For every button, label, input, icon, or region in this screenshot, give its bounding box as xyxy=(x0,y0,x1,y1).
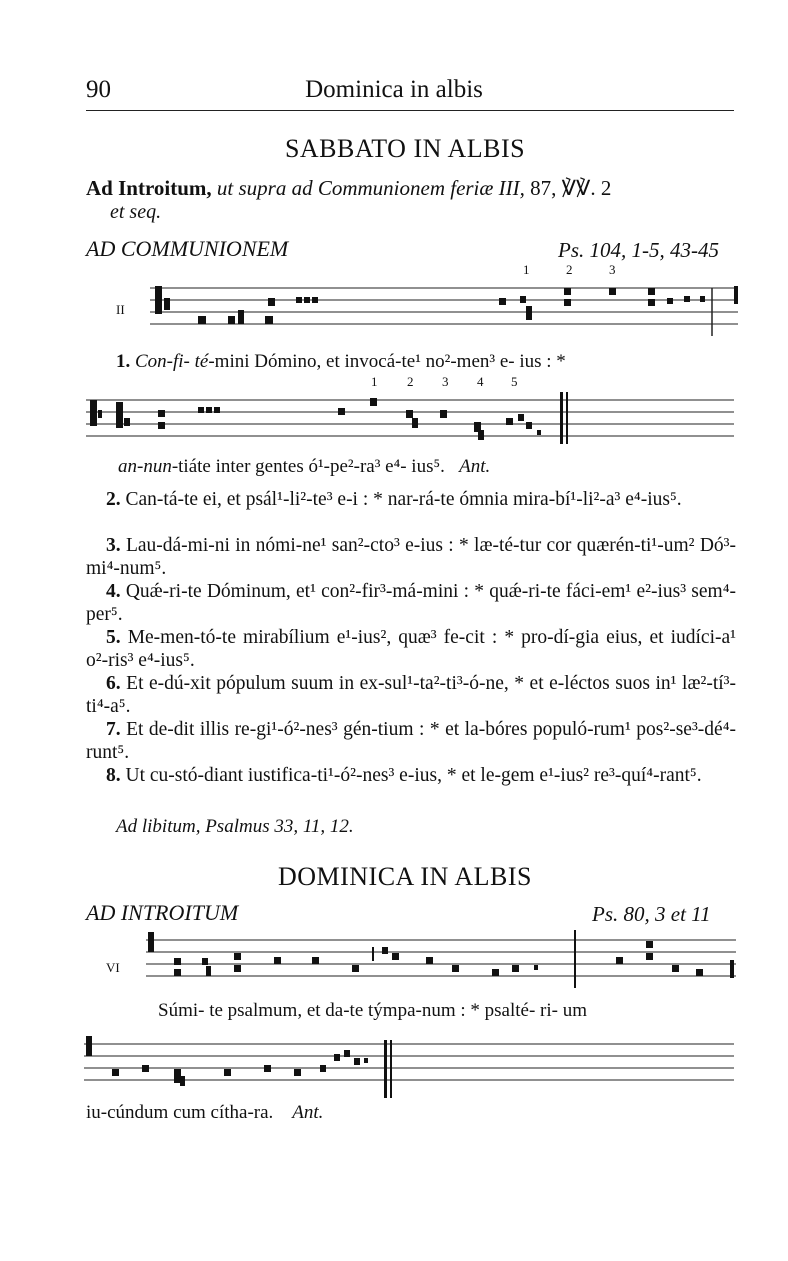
introit-ref-italic: ut supra ad Communionem feriæ III, xyxy=(216,176,525,200)
chant-line-2-text: -tiáte inter gentes ó¹-pe²-ra³ e⁴- ius⁵. xyxy=(171,456,445,477)
mode-label: II xyxy=(116,302,125,317)
verse-text: Quǽ-ri-te Dóminum, et¹ con²-fir³-má-mini : * quǽ-ri-te fáci-em¹ e²-ius³ sem⁴-per⁵. xyxy=(86,581,736,625)
chant-line-1 xyxy=(116,351,566,373)
mode-label: VI xyxy=(106,960,120,975)
introit-line-2-text: iu-cúndum cum cítha-ra. xyxy=(86,1102,274,1123)
chant-line-1-italic: Con-fi- té xyxy=(135,351,209,372)
communion-source: Ps. 104, 1-5, 43-45 xyxy=(558,238,719,262)
psalm-verse xyxy=(86,580,736,626)
accent-number: 1 xyxy=(523,262,530,277)
header-rule xyxy=(86,110,734,111)
introit-ref-line2: et seq. xyxy=(110,201,162,223)
psalm-verse xyxy=(86,764,736,787)
verse-number: 2. xyxy=(106,489,121,510)
verse-text: Me-men-tó-te mirabílium e¹-ius², quæ³ fe-cit : * pro-dí-gia eius, et iudíci-a¹ o²-ris³ e⁴-ius⁵. xyxy=(86,627,737,671)
verse-number: 4. xyxy=(106,581,121,602)
introit-ref-bold: Ad Introitum, xyxy=(86,176,212,200)
verse-text: Et e-dú-xit pópulum suum in ex-sul¹-ta²-ti³-ó-ne, * et e-léctos suos in¹ læ²-tí³-ti⁴-a⁵. xyxy=(86,673,736,717)
introit-ref-tail: 87, ℣℣. 2 xyxy=(530,176,612,200)
introit-reference xyxy=(86,176,611,201)
verse-number: 3. xyxy=(106,535,121,556)
verse-number: 7. xyxy=(106,719,121,740)
antiphon-marker: Ant. xyxy=(292,1102,324,1123)
running-title: Dominica in albis xyxy=(305,76,483,103)
verse-text: Can-tá-te ei, et psál¹-li²-te³ e-i : * nar-rá-te ómnia mira-bí¹-li²-a³ e⁴-ius⁵. xyxy=(125,489,682,510)
verse-number: 8. xyxy=(106,765,121,786)
psalm-verse xyxy=(86,534,736,580)
ad-libitum-note: Ad libitum, Psalmus 33, 11, 12. xyxy=(116,816,354,837)
psalm-verse xyxy=(86,488,736,511)
introit-line-1: Súmi- te psalmum, et da-te týmpa-num : * psalté- ri- um xyxy=(158,1000,587,1021)
chant-staff-3 xyxy=(146,928,738,992)
chant-staff-1 xyxy=(150,280,740,340)
verse-number: 5. xyxy=(106,627,121,648)
accent-number: 5 xyxy=(511,374,518,389)
accent-number: 2 xyxy=(407,374,414,389)
accent-number: 3 xyxy=(609,262,616,277)
chant-staff-2 xyxy=(86,392,736,452)
section-title-sabbato: SABBATO IN ALBIS xyxy=(284,134,526,163)
introit-label: AD INTROITUM xyxy=(86,900,239,925)
introit-line-2 xyxy=(86,1102,323,1124)
chant-line-1-text: -mini Dómino, et invocá-te¹ no²-men³ e- ius : * xyxy=(208,351,566,372)
accent-number: 1 xyxy=(371,374,378,389)
accent-number: 3 xyxy=(442,374,449,389)
verse-text: Ut cu-stó-diant iustifica-ti¹-ó²-nes³ e-ius, * et le-gem e¹-ius² re³-quí⁴-rant⁵. xyxy=(125,765,702,786)
section-title-dominica: DOMINICA IN ALBIS xyxy=(277,862,533,891)
psalm-verse xyxy=(86,626,736,672)
verse-number: 1. xyxy=(116,351,131,372)
verse-number: 6. xyxy=(106,673,121,694)
chant-line-2-italic: an-nun xyxy=(118,456,172,477)
psalm-verse xyxy=(86,672,736,718)
chant-staff-4 xyxy=(84,1032,736,1102)
verse-text: Et de-dit illis re-gi¹-ó²-nes³ gén-tium : * et la-bóres populó-rum¹ pos²-se³-dé⁴-runt⁵. xyxy=(86,719,736,763)
verse-text: Lau-dá-mi-ni in nómi-ne¹ san²-cto³ e-ius : * læ-té-tur cor quærén-ti¹-um² Dó³-mi⁴-num⁵. xyxy=(86,535,737,579)
introit-source: Ps. 80, 3 et 11 xyxy=(592,902,711,926)
antiphon-marker: Ant. xyxy=(459,456,491,477)
accent-number: 4 xyxy=(477,374,484,389)
psalm-verse xyxy=(86,718,736,764)
page-number: 90 xyxy=(86,76,111,103)
chant-line-2 xyxy=(118,456,490,478)
communion-label: AD COMMUNIONEM xyxy=(86,236,289,261)
accent-number: 2 xyxy=(566,262,573,277)
